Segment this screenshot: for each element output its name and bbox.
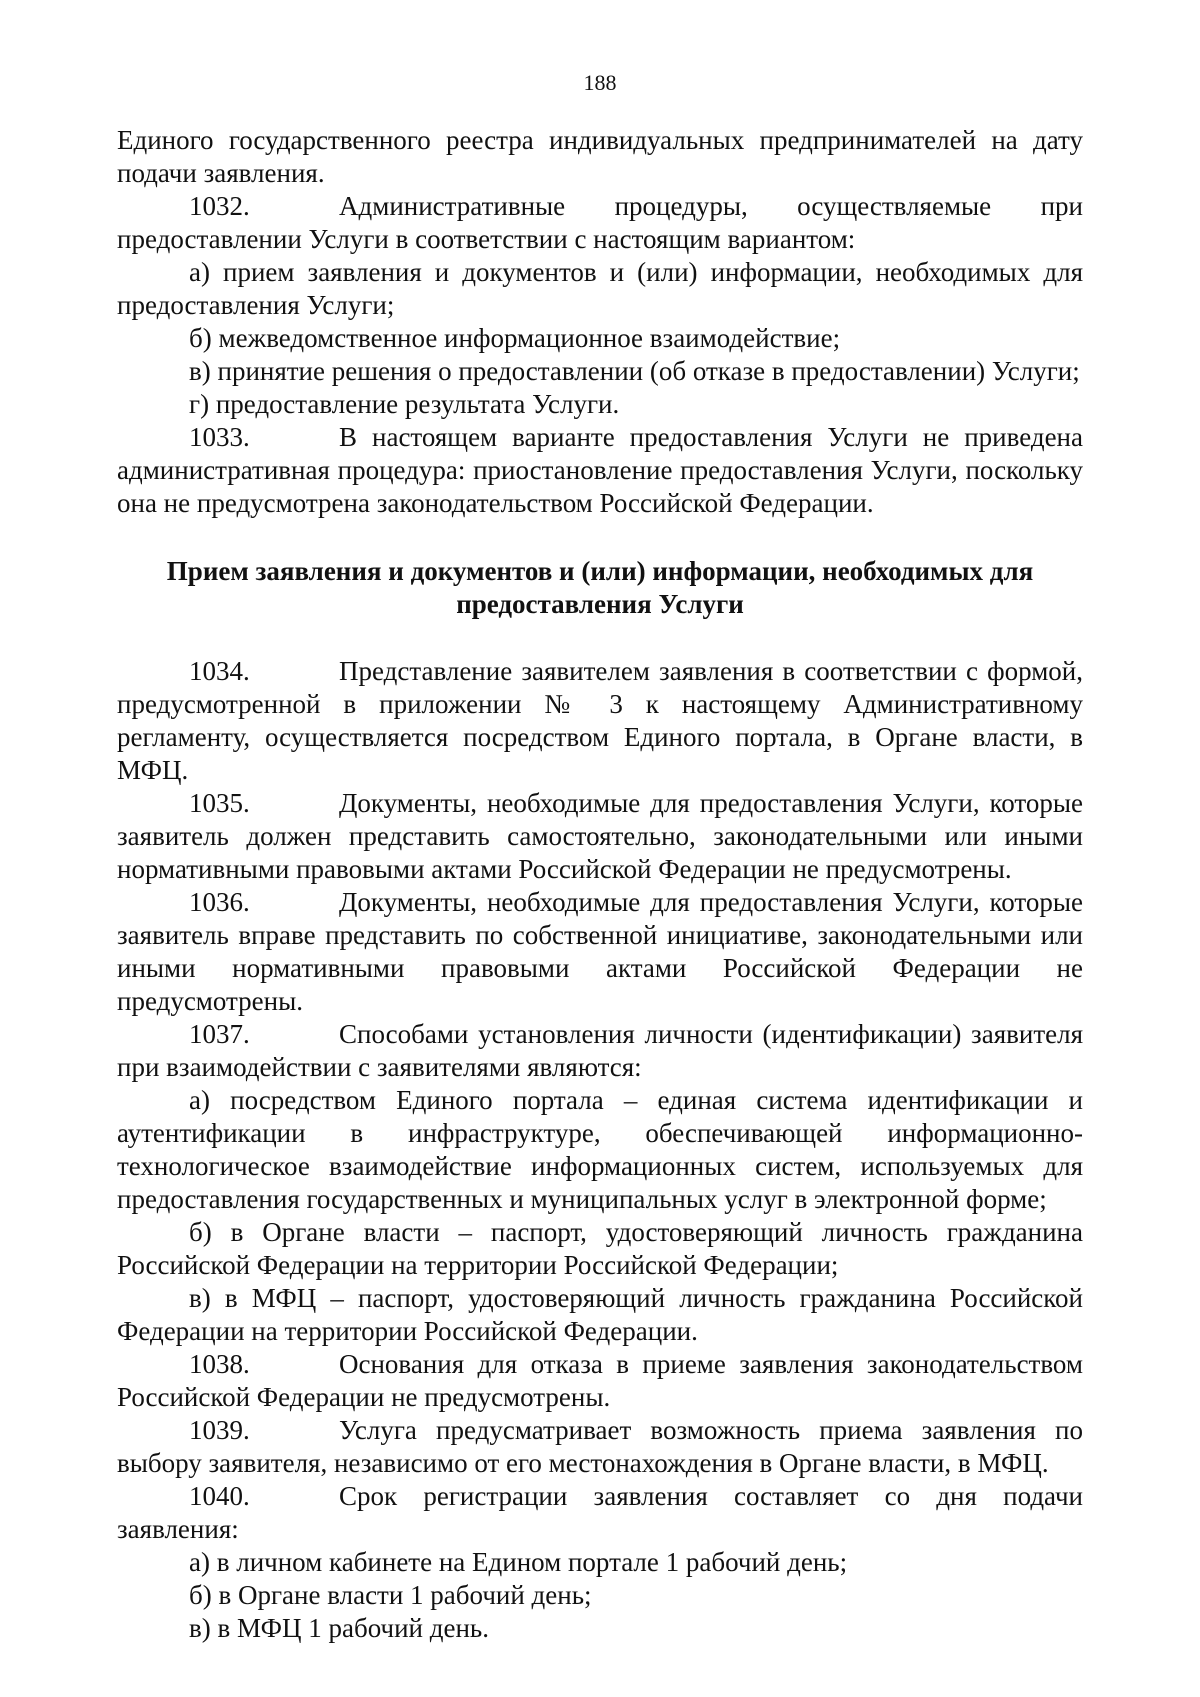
numbered-paragraph — [117, 190, 1083, 256]
paragraph-text: Документы, необходимые для предоставления Услуги, которые заявитель вправе представить по собственной инициативе, законодательными или иными нормативными правовыми актами Российской Федерации не предусмотрены. — [117, 887, 1083, 1016]
paragraph-number: 1034. — [189, 656, 250, 686]
section-intro — [117, 124, 1083, 520]
paragraph-text: В настоящем варианте предоставления Услуги не приведена административная процедура: приостановление предоставления Услуги, поскольку она не предусмотрена законодательством Российской Федерации. — [117, 422, 1083, 518]
numbered-paragraph — [117, 1348, 1083, 1414]
section-heading: Прием заявления и документов и (или) информации, необходимых для предоставления Услуги — [166, 556, 1034, 619]
paragraph-text: в) в МФЦ 1 рабочий день. — [189, 1613, 489, 1643]
paragraph-number: 1039. — [189, 1415, 250, 1445]
numbered-paragraph — [117, 1480, 1083, 1546]
section-main — [117, 655, 1083, 1645]
paragraph-text: б) в Органе власти – паспорт, удостоверяющий личность гражданина Российской Федерации на территории Российской Федерации; — [117, 1217, 1083, 1280]
paragraph-number: 1038. — [189, 1349, 250, 1379]
paragraph-text: Срок регистрации заявления составляет со дня подачи заявления: — [117, 1481, 1083, 1544]
numbered-paragraph — [117, 655, 1083, 787]
numbered-paragraph — [117, 787, 1083, 886]
paragraph — [117, 1216, 1083, 1282]
paragraph-number: 1033. — [189, 422, 250, 452]
paragraph-text: Административные процедуры, осуществляемые при предоставлении Услуги в соответствии с настоящим вариантом: — [117, 191, 1083, 254]
document-body — [117, 124, 1083, 1645]
paragraph — [117, 355, 1083, 388]
paragraph-number: 1032. — [189, 191, 250, 221]
paragraph-text: б) межведомственное информационное взаимодействие; — [189, 323, 841, 353]
numbered-paragraph — [117, 886, 1083, 1018]
paragraph — [117, 124, 1083, 190]
paragraph — [117, 1579, 1083, 1612]
paragraph — [117, 256, 1083, 322]
paragraph-text: в) в МФЦ – паспорт, удостоверяющий личность гражданина Российской Федерации на территории Российской Федерации. — [117, 1283, 1083, 1346]
paragraph-number: 1036. — [189, 887, 250, 917]
paragraph-text: Представление заявителем заявления в соответствии с формой, предусмотренной в приложении № 3 к настоящему Административному регламенту, осуществляется посредством Единого портала, в Органе власти, в МФЦ. — [117, 656, 1083, 785]
paragraph — [117, 1282, 1083, 1348]
paragraph-number: 1035. — [189, 788, 250, 818]
paragraph — [117, 1612, 1083, 1645]
paragraph-text: а) в личном кабинете на Едином портале 1 рабочий день; — [189, 1547, 848, 1577]
paragraph-number: 1040. — [189, 1481, 250, 1511]
numbered-paragraph — [117, 1018, 1083, 1084]
paragraph-text: б) в Органе власти 1 рабочий день; — [189, 1580, 592, 1610]
paragraph-text: Услуга предусматривает возможность приема заявления по выбору заявителя, независимо от его местонахождения в Органе власти, в МФЦ. — [117, 1415, 1083, 1478]
paragraph-text: а) прием заявления и документов и (или) информации, необходимых для предоставления Услуги; — [117, 257, 1083, 320]
paragraph — [117, 388, 1083, 421]
paragraph-text: Основания для отказа в приеме заявления законодательством Российской Федерации не предусмотрены. — [117, 1349, 1083, 1412]
paragraph — [117, 322, 1083, 355]
paragraph-text: Способами установления личности (идентификации) заявителя при взаимодействии с заявителями являются: — [117, 1019, 1083, 1082]
paragraph-text: г) предоставление результата Услуги. — [189, 389, 620, 419]
paragraph-text: Документы, необходимые для предоставления Услуги, которые заявитель должен представить самостоятельно, законодательными или иными нормативными правовыми актами Российской Федерации не предусмотрены. — [117, 788, 1083, 884]
numbered-paragraph — [117, 421, 1083, 520]
paragraph-text: а) посредством Единого портала – единая система идентификации и аутентификации в инфраструктуре, обеспечивающей информационно-технологическое взаимодействие информационных систем, используемых для предоставления государственных и муниципальных услуг в электронной форме; — [117, 1085, 1083, 1214]
numbered-paragraph — [117, 1414, 1083, 1480]
paragraph-text: Единого государственного реестра индивидуальных предпринимателей на дату подачи заявления. — [117, 125, 1083, 188]
page-number: 188 — [583, 70, 617, 95]
paragraph — [117, 1084, 1083, 1216]
paragraph-text: в) принятие решения о предоставлении (об отказе в предоставлении) Услуги; — [189, 356, 1080, 386]
paragraph-number: 1037. — [189, 1019, 250, 1049]
paragraph — [117, 1546, 1083, 1579]
